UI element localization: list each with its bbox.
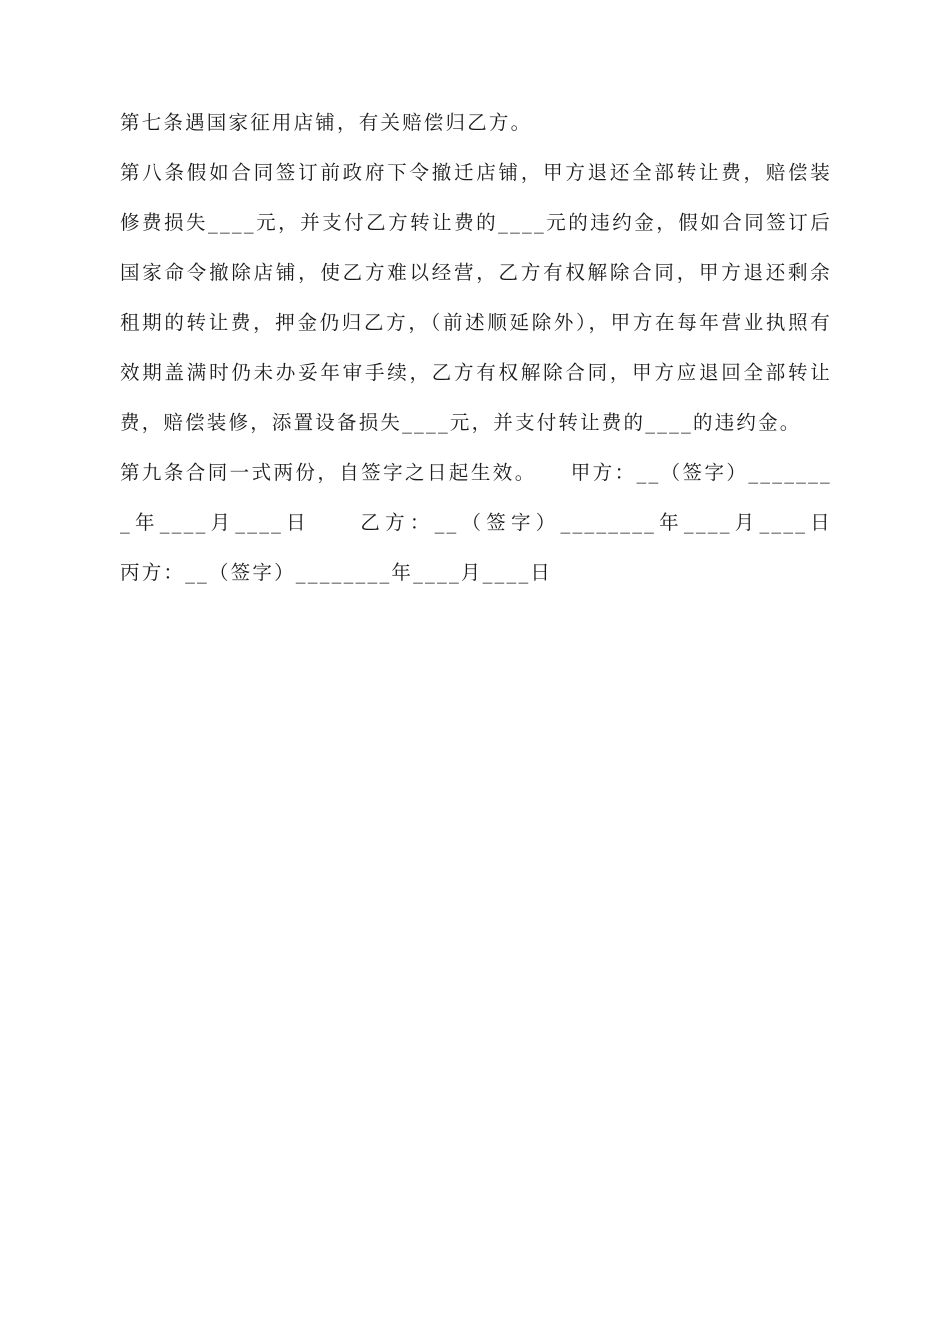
document-body <box>120 98 876 598</box>
article-7-paragraph: 第七条遇国家征用店铺，有关赔偿归乙方。 <box>120 111 533 134</box>
article-9-signature-paragraph: 第九条合同一式两份，自签字之日起生效。 甲方：__（签字）________年____月____日 乙方：__（签字）________年____月____日 丙方：__（签字）________年____月____日 <box>120 461 876 584</box>
article-8-paragraph: 第八条假如合同签订前政府下令撤迁店铺，甲方退还全部转让费，赔偿装修费损失____元，并支付乙方转让费的____元的违约金，假如合同签订后国家命令撤除店铺，使乙方难以经营，乙方有权解除合同，甲方退还剩余租期的转让费，押金仍归乙方，（前述顺延除外），甲方在每年营业执照有效期盖满时仍未办妥年审手续，乙方有权解除合同，甲方应退回全部转让费，赔偿装修，添置设备损失____元，并支付转让费的____的违约金。 <box>120 161 832 434</box>
